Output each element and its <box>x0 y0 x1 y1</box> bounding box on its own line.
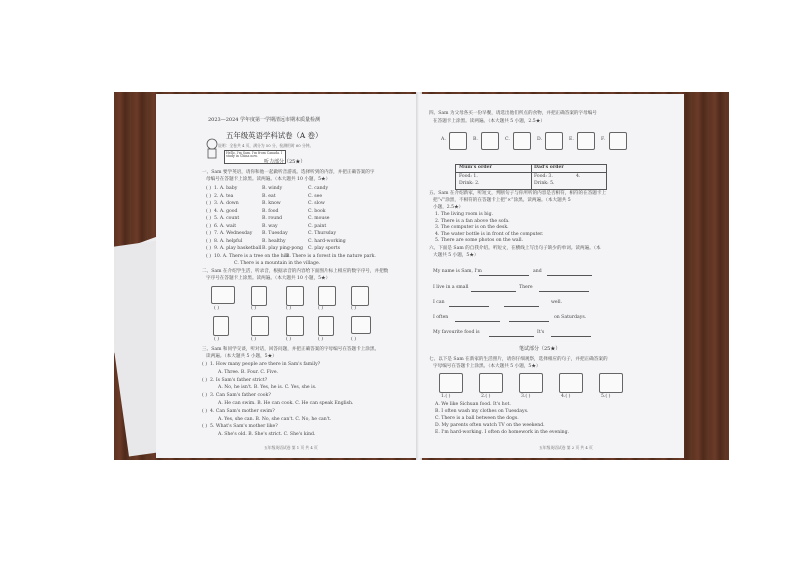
food-picture <box>481 132 499 150</box>
q1-option: C. mouse <box>308 216 330 221</box>
q3-options: A. She's old. B. She's strict. C. She's kind. <box>218 432 316 438</box>
q4-letter: A. <box>441 137 446 142</box>
q2-paren-5: ( ) <box>351 306 357 311</box>
q1-option: C. slow <box>308 201 325 206</box>
listening-header: 听力部分（25★） <box>264 159 306 165</box>
q4-letter: E. <box>569 137 574 142</box>
q1-option: 5. A. count <box>214 216 240 221</box>
q1-option: B. eat <box>262 193 276 199</box>
q3-options: A. He can swim. B. He can cook. C. He can speak English. <box>218 401 354 406</box>
q3-paren: ( ) <box>202 408 208 414</box>
q1-option: 2. A. tea <box>214 193 234 199</box>
q5-intro-c: 小题，2.5★） <box>433 205 464 210</box>
q3-options: A. Yes, she can. B. No, she can't. C. No, he can't. <box>218 416 332 422</box>
sichuan-food-picture <box>439 373 463 393</box>
q7-option: A. We like Sichuan food. It's hot. <box>435 402 511 407</box>
bedroom-picture <box>211 286 235 304</box>
q1-option: 8. A. helpful <box>214 238 243 244</box>
tree-picture <box>318 316 334 336</box>
q2-paren-4: ( ) <box>318 306 324 311</box>
q1-option: B. play ping-pong <box>262 246 303 251</box>
q6-item-2: I live in a small <box>433 285 469 290</box>
exam-photo <box>114 92 729 460</box>
q5-intro-a: 五、Sam 在介绍新家，听短文，判断句子与你所听的内容是否相符，相符的在答题卡上 <box>429 191 607 196</box>
q6-item-4b: on Saturdays. <box>554 315 587 320</box>
q4-letter: F. <box>601 137 605 142</box>
q6-intro-b: 大题共 5 小题，5★） <box>433 253 479 258</box>
q7-option: E. I'm hard-working. I often do homework in the evening. <box>435 430 570 435</box>
teacher-picture <box>251 316 269 336</box>
q1-paren: ( ) <box>206 246 212 251</box>
q1-option: B. Tuesday <box>262 231 288 236</box>
q1-option: B. way <box>262 223 278 229</box>
q2-paren-9: ( ) <box>318 337 324 342</box>
exam-title: 2023—2024 学年度第一学期清远市期末质量检测 <box>208 117 321 123</box>
mum-order-header: Mum's order <box>459 165 492 170</box>
q3-paren: ( ) <box>202 377 208 383</box>
q3-question: 5. What's Sam's mother like? <box>210 424 278 430</box>
q1-option: 3. A. down <box>214 201 239 206</box>
q6-item-1: My name is Sam, I'm <box>433 269 482 274</box>
q3-intro-a: 三、Sam 和同学交谈，听对话，回答问题，并把正确答案的字母编号在答题卡上涂黑。 <box>202 347 380 352</box>
q1-option: 6. A. wait <box>214 223 237 229</box>
food-picture <box>577 132 595 150</box>
q2-paren-3: ( ) <box>286 306 292 311</box>
q1-option: C. book <box>308 208 326 214</box>
q7-option: D. My parents often watch TV on the weekend. <box>435 423 545 428</box>
q2-paren-7: ( ) <box>251 337 257 342</box>
dad-order-header: Dad's order <box>534 165 564 170</box>
q7-label: 4.( ) <box>561 394 571 399</box>
q2-paren-8: ( ) <box>286 337 292 342</box>
q1-option: C. Thursday <box>308 231 337 236</box>
exam-page-2 <box>419 94 684 458</box>
q2-paren-2: ( ) <box>251 306 257 311</box>
q7-intro-a: 七、以下是 Sam 在新家的生活照片，请你仔细观察，选择相应的句子，并把正确答案的 <box>429 357 608 362</box>
food-picture <box>545 132 563 150</box>
dog-picture <box>286 316 304 336</box>
q4-letter: B. <box>473 137 478 142</box>
tv-picture <box>599 373 623 393</box>
q3-question: 1. How many people are there in Sam's family? <box>210 362 321 367</box>
q1-intro-a: 一、Sam 要学英语，请你和他一起做听音游戏。选择听到的内容，并把正确答案的字 <box>202 170 375 175</box>
q1-option: C. play sports <box>308 246 340 251</box>
q3-options: A. Three. B. Four. C. Five. <box>218 369 279 375</box>
q3-paren: ( ) <box>202 362 208 367</box>
q1-paren: ( ) <box>206 193 212 199</box>
q3-paren: ( ) <box>202 393 208 399</box>
q6-item-5b: It's <box>537 330 545 335</box>
written-header: 笔试部分（25★） <box>519 346 561 352</box>
q7-label: 2.( ) <box>481 394 491 399</box>
q1-paren: ( ) <box>206 253 212 259</box>
q4-intro-a: 四、Sam 为父母各买一份早餐，请选出他们所点的食物，并把正确答案的字母编号 <box>429 111 597 116</box>
ice-cream-picture <box>251 286 267 306</box>
dad-food-label: Food: 3. <box>534 174 553 179</box>
order-table <box>455 164 607 190</box>
q1-option: C. There is a mountain in the village. <box>234 261 321 266</box>
pipa-picture <box>318 286 336 306</box>
food-picture <box>449 132 467 150</box>
mum-drink-label: Drink: 2. <box>459 181 480 186</box>
q1-option: B. healthy <box>262 238 286 244</box>
q3-question: 4. Can Sam's mother swim? <box>210 408 275 414</box>
dogs-ball-picture <box>479 373 503 393</box>
q7-intro-b: 字母编号在答题卡上涂黑。（本大题共 5 小题，5★） <box>433 364 541 369</box>
q1-option: B. food <box>262 208 279 214</box>
girl-picture <box>213 316 229 336</box>
dad-drink-label: Drink: 5. <box>534 181 555 186</box>
q1-paren: ( ) <box>206 186 212 191</box>
q1-option: C. paint <box>308 223 327 229</box>
q6-item-3b: well. <box>551 300 563 305</box>
q4-letter: D. <box>537 137 542 142</box>
q1-paren: ( ) <box>206 231 212 236</box>
exam-note: 说明：全卷共 4 页，满分为 50 分，检测用时 60 分钟。 <box>218 143 314 148</box>
q3-intro-b: 读两遍。（本大题共 5 小题，5★） <box>206 354 277 359</box>
q5-item: 1. The living room is big. <box>435 212 494 217</box>
q1-option: C. hard-working <box>308 238 346 244</box>
q1-option: 1. A. baby <box>214 186 238 191</box>
q1-option: 10. A. There is a tree on the hill. <box>214 253 290 259</box>
q5-item: 2. There is a fan above the sofa. <box>435 218 510 224</box>
q3-paren: ( ) <box>202 424 208 430</box>
q7-option: C. There is a ball between the dogs. <box>435 416 519 421</box>
q6-item-5: My favourite food is <box>433 330 480 335</box>
q6-item-2b: There <box>519 285 533 290</box>
q5-item: 4. The water bottle is in front of the computer. <box>435 231 544 237</box>
homework-picture <box>559 373 583 393</box>
q1-paren: ( ) <box>206 208 212 214</box>
q2-paren-1: ( ) <box>214 306 220 311</box>
q2-intro-a: 二、Sam 在介绍学生活，听录音，根据录音的内容给下面图片标上相应的数字序号，并把数 <box>202 269 389 274</box>
q2-intro-b: 字序号在答题卡上涂黑。读两遍。（本大题共 10 小题，5★） <box>206 276 331 281</box>
q1-option: 4. A. good <box>214 208 238 214</box>
q2-paren-10: ( ) <box>351 337 357 342</box>
q3-options: A. No, he isn't. B. Yes, he is. C. Yes, she is. <box>218 385 317 391</box>
q7-label: 1.( ) <box>441 394 451 399</box>
q3-question: 3. Can Sam's father cook? <box>210 393 271 399</box>
q1-option: B. windy <box>262 186 283 191</box>
q6-item-4: I often <box>433 315 449 320</box>
q7-option: B. I often wash my clothes on Tuesdays. <box>435 409 529 414</box>
q5-intro-b: 把“√”涂黑，不相符的在答题卡上把“×”涂黑。读两遍。（本大题共 5 <box>433 198 571 203</box>
q1-option: 9. A. play basketball <box>214 246 262 251</box>
food-picture <box>609 132 627 150</box>
q1-option: B. There is a forest in the nature park. <box>286 253 376 259</box>
q4-letter: C. <box>505 137 510 142</box>
q1-paren: ( ) <box>206 201 212 206</box>
q1-intro-b: 母编号在答题卡上涂黑。读两遍。（本大题共 10 小题，5★） <box>206 177 331 182</box>
q1-paren: ( ) <box>206 223 212 229</box>
q1-option: C. see <box>308 193 323 199</box>
q7-label: 5.( ) <box>601 394 611 399</box>
dad-food-label-2: 4. <box>576 174 581 179</box>
q5-item: 5. There are some photos on the wall. <box>435 238 524 243</box>
q5-item: 3. The computer is on the desk. <box>435 225 509 230</box>
calendar-picture <box>351 286 369 306</box>
student-cartoon-icon <box>204 138 220 160</box>
page-1-footer: 五年级英语试卷 第 1 页 共 4 页 <box>264 445 318 450</box>
q6-item-3: I can <box>433 300 445 305</box>
mum-food-label: Food: 1. <box>459 174 478 179</box>
q1-paren: ( ) <box>206 216 212 221</box>
exam-page-1 <box>156 94 416 458</box>
washing-picture <box>519 373 543 393</box>
food-picture <box>513 132 531 150</box>
q1-option: C. candy <box>308 186 329 191</box>
teapot-picture <box>351 316 371 334</box>
q1-option: B. round <box>262 216 283 221</box>
speech-bubble: Hello, I'm Sam. I'm from Canada. I study in China now. <box>224 150 286 164</box>
q3-question: 2. Is Sam's father strict? <box>210 377 268 383</box>
q6-item-1b: and <box>533 269 542 274</box>
q1-option: 7. A. Wednesday <box>214 231 253 236</box>
page-2-footer: 五年级英语试卷 第 2 页 共 4 页 <box>539 445 593 450</box>
q6-intro-a: 六、下面是 Sam 的自我介绍。听短文，在横线上写出句子缺少的单词。读两遍。（本 <box>429 246 601 251</box>
q2-paren-6: ( ) <box>214 337 220 342</box>
q7-label: 3.( ) <box>521 394 531 399</box>
exam-subtitle: 五年级英语学科试卷（A 卷） <box>226 131 323 140</box>
q1-paren: ( ) <box>206 238 212 244</box>
q1-option: B. know <box>262 201 281 206</box>
robot-picture <box>286 286 304 306</box>
q4-intro-b: 在答题卡上涂黑。读两遍。（本大题共 5 小题，2.5★） <box>433 119 545 124</box>
